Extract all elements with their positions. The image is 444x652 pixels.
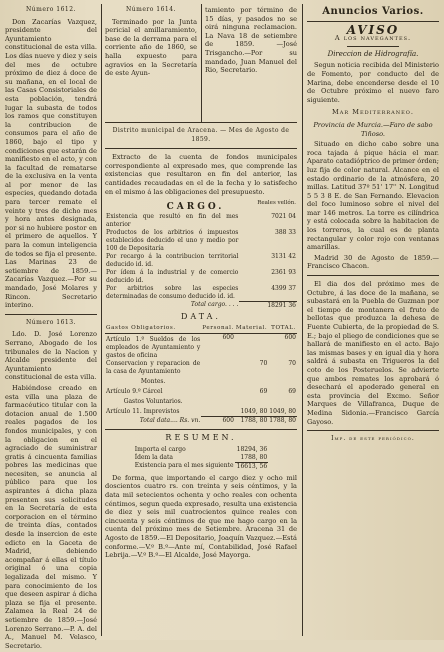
resumen-value: 1788, 80 [240, 453, 268, 461]
paragraph: Terminado por la Junta pericial el amillaramiento, base de la derrama para el corriente año de 1860, se halla expuesto para agravios en la Secretaría de este Ayun- [105, 17, 197, 78]
notice-subtitle: A los navegantes. [334, 34, 412, 43]
department-heading: Direccion de Hidrografía. [327, 49, 419, 58]
data-cell [201, 408, 235, 417]
resumen-label: Importa el cargo [134, 445, 186, 453]
data-col-header: TOTAL. [268, 324, 297, 334]
cargo-item-label: Por arbitrios sobre las especies determinadas de consumo deducido id. id. [106, 285, 239, 301]
column-divider [101, 4, 102, 636]
resumen-label: Existencia para el mes siguiente [134, 462, 234, 470]
paragraph: Provincia de Murcia.—Faro de sabo Tiñoso. [313, 120, 433, 138]
data-subheading: Gastos Voluntarios. [123, 398, 183, 406]
data-cell: 600 [284, 334, 296, 342]
paragraph: El dia dos del próximo mes de Octubre, á las doce de la mañana, se subastará en la Puebla de Guzman por el tiempo de montanera el fruto de bellotas que produzca la dehesa de Fuente Cubierta, de la propiedad de S. E.; bajo el pliego de condiciones que se hallará de manifiesto en el acto. Bajo las mismas bases y en igual dia y hora saldrá á subasta en Trigueros la del coto de los Posteruelos. Se advierte que ambos remates los aprobará ó desechará el apoderado general en esta provincia del Excmo. Señor Marques de Villafranca, Duque de Medina Sidonia.—Francisco García Gayoso. [307, 280, 439, 426]
number-header: Número 1612. [26, 6, 76, 13]
number-header: Número 1614. [126, 6, 176, 13]
paragraph: Madrid 30 de Agosto de 1859.—Francisco Chacon. [307, 253, 439, 271]
resumen-table [134, 446, 268, 471]
data-cell: 600 [222, 334, 234, 342]
data-cell: 69 [288, 388, 296, 396]
cargo-item-value: 2361 93 [271, 269, 296, 277]
cargo-item-label: Por ídem á la industrial y de comercio deducido id. [106, 269, 239, 285]
divider [105, 429, 297, 430]
resumen-value: 16613, 56 [236, 462, 268, 470]
paragraph: Extracto de la cuenta de fondos municipales correspondiente al expresado mes, que comprende las existencias que resultaron en fin del anterior, las cantidades recaudadas en el de la fecha y lo satisfecho en el mismo á las obligaciones del presupuesto. [105, 153, 297, 196]
data-row-label: Artículo 9.º Cárcel [106, 388, 163, 396]
data-row-label: Artículo 11. Imprevistos [106, 408, 180, 416]
number-header: Número 1613. [26, 318, 76, 326]
column-2-top [105, 6, 197, 80]
announcements-title: Anuncios Varios. [322, 6, 424, 17]
imprint: Imp. de este periódico. [331, 435, 415, 443]
data-total-label: Total data.... Rs. vn. [139, 416, 201, 424]
data-cell [201, 360, 235, 376]
cargo-item-label: Por recargo á la contribucion territorial deducido id. id. [106, 253, 239, 269]
divider [5, 314, 97, 315]
paragraph: Ldo. D. José Lorenzo Serrano, Abogado de los tribunales de la Nacion y Alcalde presidente del Ayuntamiento constitucional de esta villa. [5, 330, 97, 382]
data-cell [201, 388, 235, 396]
column-divider [302, 4, 303, 636]
data-cell: 69 [259, 388, 268, 396]
cargo-title: CARGO. [166, 202, 225, 213]
paragraph: Segun noticia recibida del Ministerio de Fomento, por conducto del de Marina, debe encenderse desde el 10 de Octubre próximo el nuevo faro siguiente. [307, 61, 439, 104]
data-cell: 70 [259, 360, 268, 368]
data-cell: 1788, 80 [235, 417, 268, 426]
divider [105, 148, 297, 149]
cargo-item-value: 3131 42 [271, 253, 296, 261]
cargo-total-label: Total cargo. . . . [190, 301, 239, 309]
data-cell: 1049, 80 [240, 408, 268, 416]
sea-heading: Mar Mediterraneo. [332, 108, 414, 117]
resumen-value: 18294, 36 [236, 445, 268, 453]
data-cell [235, 334, 268, 361]
paragraph: De forma, que importando el cargo diez y ocho mil doscientos cuatro rs. con treinta y seis céntimos, y la data mil setecientos ochenta y ocho reales con ochenta céntimos, segun queda expresado, resulta una existencia de diez y seis mil cuatrocientos quince reales con cincuenta y seis céntimos de que me hago cargo en la cuenta del próximo mes de Setiembre. Aracena 31 de Agosto de 1859.—El Depositario, Joaquín Vazquez.—Está conforme.—V.º B.º—Ante mí, Contabilidad, José Rafael Lebrija.—V.º B.º—El Alcalde, José Mayorga. [105, 473, 297, 560]
data-cell: 1049, 80 [269, 408, 296, 416]
resumen-label: Ídem la data [134, 453, 173, 461]
cargo-table [105, 199, 297, 310]
cargo-item-value: 388 33 [275, 229, 296, 237]
data-col-header: Material. [235, 324, 268, 334]
data-table [105, 324, 297, 425]
column-divider [201, 4, 202, 122]
cargo-item-label: Existencia que resultó en fin del mes anterior [106, 213, 239, 229]
paragraph: Don Zacarías Vazquez, presidente del Ayuntamiento constitucional de esta villa. Los días nueve y diez y seis del mes de octubre próximo de diez á doce de su mañana, en el local de las Casas Consistoriales de esta población, tendrá lugar la subasta de todos los ramos que constituyen la contribucion de consumos para el año de 1860, bajo el tipo y condiciones que estarán de manifiesto en el acto, y con la facultad de rematarse de la exclusiva en la venta al por menor de las especies, quedando dotada para tercer remate el veinte y tres de dicho mes y hora antes designada, por si no hubiere postor en el primero de aquellos. Y para la comun inteligencia de todos se fija el presente. Las Marinas 23 de setiembre de 1859.—Zacarías Vazquez.—Por su mandado, José Molares y Rincon. Secretario interino. [5, 17, 97, 310]
data-cell: 600 [201, 417, 235, 426]
data-row-label: Artículo 1.º Sueldos de los empleados de Ayuntamiento y gastos de oficina [106, 336, 201, 360]
district-title: Distrito municipal de Aracena. — Mes de Agosto de 1859. [112, 127, 290, 143]
header-reales: Reales vellón. [257, 200, 296, 207]
column-1 [5, 6, 97, 652]
divider [307, 21, 439, 22]
resumen-title: RESUMEN. [165, 433, 237, 443]
cargo-item-value: 4399 37 [271, 285, 296, 293]
data-cell: 70 [288, 360, 296, 368]
cargo-total-value: 18291 36 [239, 301, 297, 310]
data-subheading: Montes. [140, 378, 166, 386]
data-col-header: Gastos Obligatorios. [105, 324, 201, 334]
divider [307, 275, 439, 276]
cargo-item-value: 7021 04 [271, 213, 296, 221]
paragraph: Habiéndose creado en esta villa una plaza de farmacéutico titular con la dotacion anual de 1.500 reales pagados de los fondos municipales, y con la obligacion en el agraciado de suministrar gratis á cincuenta familias pobres las medicinas que necesiten, se anuncia al público para que los aspirantes á dicha plaza presenten sus solicitudes en la Secretaría de esta corporacion en el término de treinta días, contados desde la insercion de este edicto en la Gaceta de Madrid, debiendo acompañar á ellas el título original ó una copia legalizada del mismo. Y para conocimiento de los que deseen aspirar á dicha plaza se fija el presente. Zalamea la Real 24 de setiembre de 1859.—José Lorenzo Serrano.—P. A. del A., Manuel M. Velasco, Secretario. [5, 383, 97, 650]
budget-section [105, 122, 297, 562]
paragraph: Situado en dicho cabo sobre una roca tajada á pique hácia el mar. Aparato catadióptrico de primer órden; luz fija de color natural. Alcance en el estado ordinario de la atmósfera, 20 millas. Latitud 37º 51' 17'' N. Longitud 5 5 3 8 E. de San Fernando. Elevacion del foco luminoso sobre el nivel del mar 146 metros. La torre es cilíndrica y está colocada sobre la habitacion de los torreros, la cual es de planta rectangular y color rojo con ventanas amarillas. [307, 140, 439, 252]
column-4 [307, 6, 439, 444]
data-col-header: Personal. [201, 324, 235, 334]
data-cell: 1788, 80 [269, 417, 296, 425]
column-3-top [205, 6, 297, 77]
divider [105, 122, 297, 123]
cargo-item-label: Productos de los arbitrios ó impuestos establecidos deducido el uno y medio por 100 de Depositaría [106, 229, 239, 253]
divider [347, 46, 400, 47]
divider [307, 430, 439, 431]
data-row-label: Conservacion y reparacion de la casa de Ayuntamiento [106, 360, 201, 376]
data-title: DATA. [181, 311, 221, 321]
paragraph: tamiento por término de 15 días, y pasados no se oirá ninguna reclamacion. La Nava 18 de setiembre de 1859. —José Trisgancho.—Por su mandado, Juan Manuel del Rio, Secretario. [205, 6, 297, 75]
notice-title: AVISO [346, 22, 400, 37]
